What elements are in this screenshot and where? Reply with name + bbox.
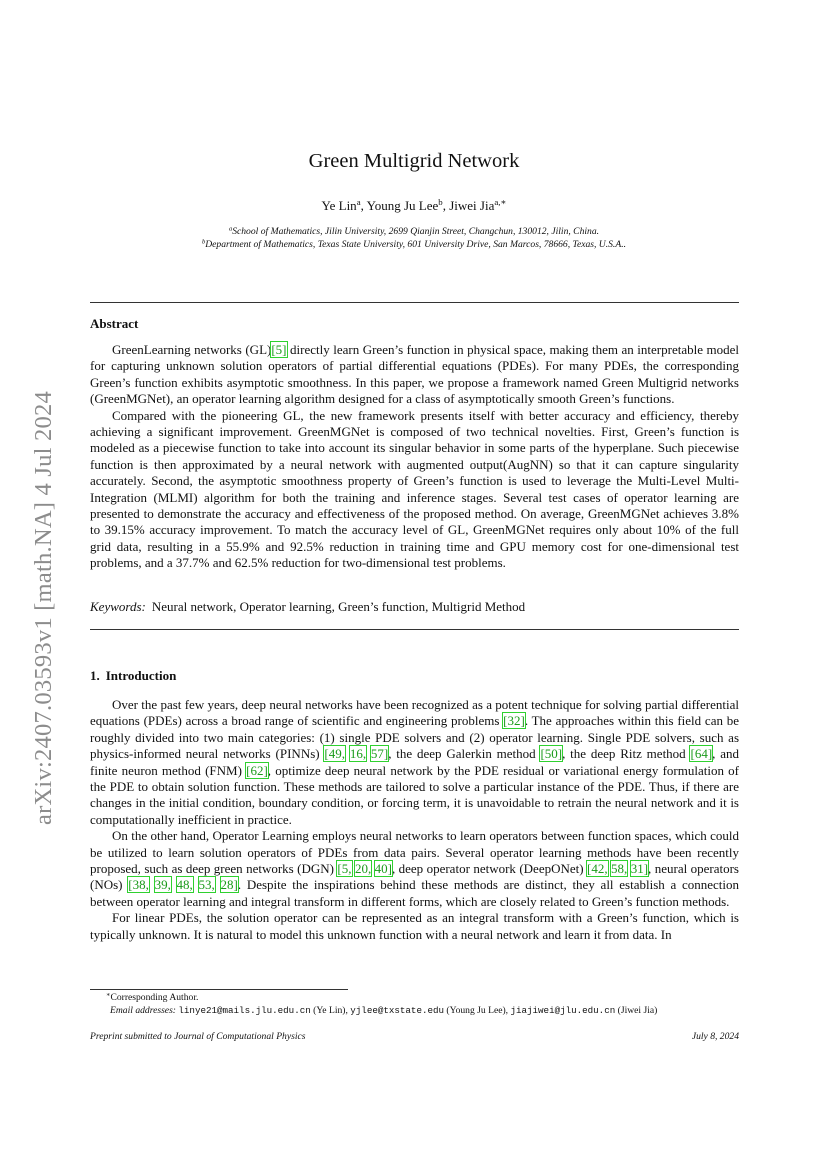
citation-link[interactable]: [42, xyxy=(587,861,608,877)
citation-link[interactable]: 58, xyxy=(611,861,628,877)
citation-link[interactable]: 28] xyxy=(220,877,238,893)
keywords-text: Neural network, Operator learning, Green’s function, Multigrid Method xyxy=(151,599,526,614)
author-mark: a,∗ xyxy=(494,197,507,208)
citation-link[interactable]: 39, xyxy=(154,877,171,893)
email-address[interactable]: jiajiwei@jlu.edu.cn xyxy=(510,1005,616,1016)
author-name: Jiwei Jia xyxy=(449,198,495,213)
email-owner: (Young Ju Lee) xyxy=(446,1005,506,1016)
affiliation-mark: b xyxy=(201,238,206,246)
footnote-mark: ∗ xyxy=(106,991,111,999)
intro-paragraph: Over the past few years, deep neural networks have been recognized as a potent technique for solving partial differential equations (PDEs) across a broad range of scientific and engineering problems [32]. The approaches within this field can be roughly divided into two main categories: (1) single PDE solvers and (2) operator learning. Single PDE solvers, such as physics-informed neural networks (PINNs) [49, 16, 57], the deep Galerkin method [50], the deep Ritz method [64], and finite neuron method (FNM) [62], optimize deep neural network by the PDE residual or variational energy formulation of the PDE to obtain solution function. These methods are tailored to solve a particular instance of the PDE. Thus, if there are changes in the initial condition, boundary condition, or forcing term, it is unavoidable to retrain the neural network and it is computationally inefficient in practice. xyxy=(90,697,739,827)
email-label: Email addresses: xyxy=(110,1005,176,1016)
footnote-rule xyxy=(90,989,348,990)
intro-paragraph: For linear PDEs, the solution operator can be represented as an integral transform with a Green’s function, which is typically unknown. It is natural to model this unknown function with a neural network and learn it from data. In xyxy=(90,910,739,942)
section-title: Introduction xyxy=(105,668,177,683)
journal-footer: Preprint submitted to Journal of Computational Physics xyxy=(90,1031,306,1042)
abstract-bottom-rule xyxy=(90,629,739,630)
section-number: 1. xyxy=(90,668,100,683)
citation-link[interactable]: 20, xyxy=(354,861,372,877)
paper-title: Green Multigrid Network xyxy=(308,150,520,172)
abstract-top-rule xyxy=(90,302,739,303)
citation-link[interactable]: [50] xyxy=(540,746,563,762)
author-name: Young Ju Lee xyxy=(366,198,439,213)
email-owner: (Ye Lin) xyxy=(313,1005,346,1016)
author-list: Ye Lin$^a$, Young Ju Lee$^b$, Jiwei Jia$^{a,∗}$ xyxy=(321,197,507,213)
arxiv-watermark xyxy=(24,358,64,858)
author-mark: b xyxy=(438,197,443,208)
keywords-label: Keywords: xyxy=(90,599,146,614)
date-footer: July 8, 2024 xyxy=(691,1031,739,1042)
keywords-line xyxy=(90,599,525,615)
introduction-body xyxy=(90,697,739,943)
footnote-emails: Email addresses: linye21@mails.jlu.edu.cn (Ye Lin), yjlee@txstate.edu (Young Ju Lee), jiajiwei@jlu.edu.cn (Jiwei Jia) xyxy=(110,1005,658,1016)
footnote-text: Corresponding Author. xyxy=(110,992,199,1003)
citation-link[interactable]: [32] xyxy=(503,713,525,729)
citation-link[interactable]: [5, xyxy=(337,861,352,877)
abstract-heading: Abstract xyxy=(90,316,139,331)
citation-link[interactable]: 57] xyxy=(370,746,389,762)
citation-link[interactable]: 48, xyxy=(176,877,193,893)
citation-link[interactable]: 16, xyxy=(349,746,367,762)
footnote-corresponding xyxy=(106,992,198,1004)
affiliation xyxy=(0,226,828,237)
email-address[interactable]: linye21@mails.jlu.edu.cn xyxy=(178,1005,311,1016)
email-owner: (Jiwei Jia) xyxy=(617,1005,658,1016)
arxiv-id-text: arXiv:2407.03593v1 [math.NA] 4 Jul 2024 xyxy=(30,390,57,826)
citation-link[interactable]: 53, xyxy=(198,877,215,893)
citation-link[interactable]: 31] xyxy=(630,861,649,877)
affiliation-text: School of Mathematics, Jilin University, 2699 Qianjin Street, Changchun, 130012, Jilin, China. xyxy=(232,226,600,237)
intro-paragraph: On the other hand, Operator Learning employs neural networks to learn operators between function spaces, which could be utilized to learn solution operators of PDEs from data pairs. Several operator learning methods have been recently proposed, such as deep green networks (DGN) [5, 20, 40], deep operator network (DeepONet) [42, 58, 31], neural operators (NOs) [38, 39, 48, 53, 28]. Despite the inspirations behind these methods are distinct, they all establish a connection between operator learning and integral transform in different forms, which are closely related to Green’s function methods. xyxy=(90,828,740,909)
citation-link[interactable]: 40] xyxy=(374,861,392,877)
citation-link[interactable]: [62] xyxy=(246,762,268,778)
abstract-body xyxy=(90,342,739,572)
author-name: Ye Lin xyxy=(321,198,357,213)
citation-link[interactable]: [49, xyxy=(324,746,346,762)
citation-link[interactable]: [5] xyxy=(271,342,287,357)
section-heading xyxy=(90,668,176,684)
affiliation-mark: a xyxy=(228,225,233,233)
author-mark: a xyxy=(356,197,361,208)
affiliation xyxy=(0,239,828,250)
abstract-paragraph: Compared with the pioneering GL, the new framework presents itself with better accuracy and efficiency, thereby achieving a significant improvement. GreenMGNet is composed of two technical novelties. First, Green’s function is modeled as a piecewise function to take into account its singular behavior in some parts of the hyperplane. Such piecewise function is then approximated by a neural network with augmented output(AugNN) so that it can capture singularity accurately. Second, the asymptotic smoothness property of Green’s function is used to leverage the Multi-Level Multi-Integration (MLMI) algorithm for both the training and inference stages. Several test cases of operator learning are presented to demonstrate the accuracy and effectiveness of the proposed method. On average, GreenMGNet achieves 3.8% to 39.15% accuracy improvement. To match the accuracy level of GL, GreenMGNet requires only about 10% of the full grid data, resulting in a 55.9% and 92.5% reduction in training time and GPU memory cost for one-dimensional test problems, and a 37.7% and 62.5% reduction for two-dimensional test problems. xyxy=(90,407,739,571)
abstract-paragraph: GreenLearning networks (GL)[5] directly learn Green’s function in physical space, making them an interpretable model for capturing unknown solution operators of partial differential equations (PDEs). For many PDEs, the corresponding Green’s function exhibits asymptotic smoothness. In this paper, we propose a framework named Green Multigrid networks (GreenMGNet), an operator learning algorithm designed for a class of asymptotically smooth Green’s functions. xyxy=(90,342,739,407)
email-address[interactable]: yjlee@txstate.edu xyxy=(350,1005,445,1016)
citation-link[interactable]: [64] xyxy=(690,746,713,762)
affiliation-text: Department of Mathematics, Texas State University, 601 University Drive, San Marcos, 78666, Texas, U.S.A.. xyxy=(205,239,626,250)
citation-link[interactable]: [38, xyxy=(128,877,149,893)
